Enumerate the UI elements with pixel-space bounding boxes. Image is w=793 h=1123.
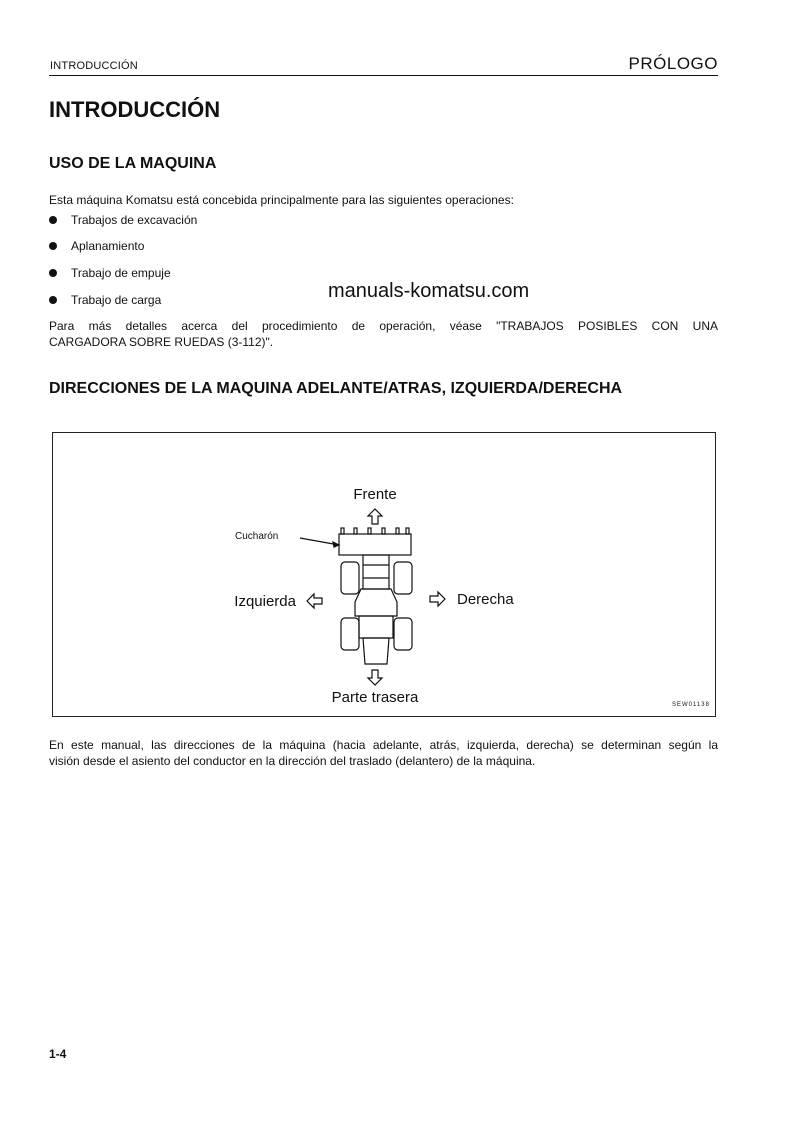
- machine-directions-diagram: [52, 432, 716, 717]
- arrow-down-icon: [368, 670, 382, 685]
- watermark-text: manuals-komatsu.com: [328, 280, 530, 302]
- uso-details-line-2: CARGADORA SOBRE RUEDAS (3-112)".: [49, 335, 274, 349]
- list-item: [49, 213, 197, 227]
- label-front: Frente: [353, 486, 397, 503]
- page-number: 1-4: [49, 1047, 67, 1061]
- bullet-dot-icon: [49, 269, 57, 277]
- header-chapter-label: PRÓLOGO: [628, 54, 718, 73]
- list-item-text: Trabajo de empuje: [71, 266, 171, 280]
- bullet-dot-icon: [49, 242, 57, 250]
- header-divider: [49, 75, 718, 76]
- bullet-dot-icon: [49, 216, 57, 224]
- leader-arrowhead-icon: [333, 542, 339, 547]
- uso-details-paragraph: [49, 318, 718, 350]
- list-item: [49, 266, 171, 280]
- arrow-left-icon: [307, 594, 322, 608]
- header-section-label: INTRODUCCIÓN: [50, 60, 138, 72]
- label-rear: Parte trasera: [331, 689, 419, 706]
- uso-intro-text: Esta máquina Komatsu está concebida principalmente para las siguientes operaciones:: [49, 193, 514, 207]
- list-item: [49, 293, 161, 307]
- list-item-text: Trabajos de excavación: [71, 213, 198, 227]
- explain-line-2: visión desde el asiento del conductor en la dirección del traslado (delantero) de la máquina.: [49, 754, 536, 768]
- wheel-loader-icon: [339, 528, 412, 664]
- list-item-text: Aplanamiento: [71, 239, 145, 253]
- label-bucket: Cucharón: [235, 531, 279, 542]
- section-heading-directions: DIRECCIONES DE LA MAQUINA ADELANTE/ATRAS, IZQUIERDA/DERECHA: [49, 380, 623, 397]
- figure-code: SEW01138: [672, 702, 710, 708]
- uso-details-line-1: Para más detalles acerca del procedimiento de operación, véase "TRABAJOS POSIBLES CON UNA: [49, 319, 718, 333]
- explain-line-1: En este manual, las direcciones de la máquina (hacia adelante, atrás, izquierda, derecha) se determinan según la: [49, 738, 718, 752]
- arrow-up-icon: [368, 509, 382, 524]
- section-heading-uso: USO DE LA MAQUINA: [49, 155, 217, 172]
- label-left: Izquierda: [234, 593, 296, 610]
- directions-explanation-paragraph: [49, 737, 718, 769]
- list-item-text: Trabajo de carga: [71, 293, 162, 307]
- page-title: INTRODUCCIÓN: [49, 97, 221, 122]
- bullet-dot-icon: [49, 296, 57, 304]
- label-right: Derecha: [457, 591, 514, 608]
- list-item: [49, 239, 144, 253]
- arrow-right-icon: [430, 592, 445, 606]
